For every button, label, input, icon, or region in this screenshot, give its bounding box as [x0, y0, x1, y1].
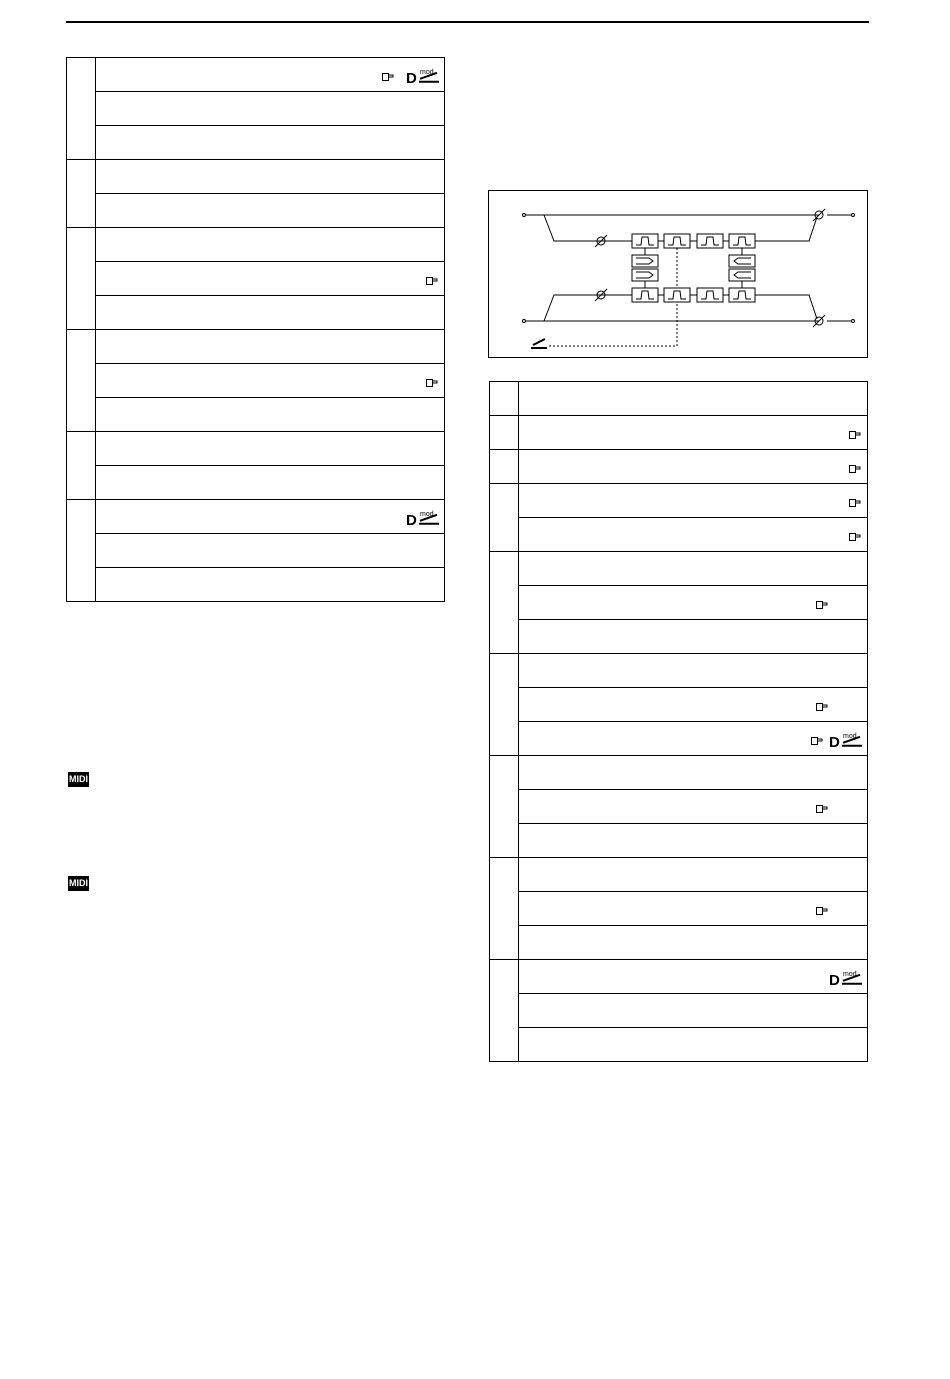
dmod-icon [829, 969, 863, 985]
param-cell [519, 620, 868, 654]
group-cell [67, 432, 96, 500]
svg-text:mod: mod [420, 68, 434, 76]
reference-icon [811, 737, 823, 745]
svg-text:mod: mod [843, 732, 857, 740]
param-cell [519, 1028, 868, 1062]
midi-icon: MIDI [68, 772, 89, 787]
stereo-phaser-diagram [488, 190, 868, 358]
group-cell [67, 500, 96, 602]
dmod-icon [829, 731, 863, 747]
param-cell [519, 722, 868, 756]
group-cell [67, 228, 96, 330]
param-cell [519, 450, 868, 484]
param-cell [519, 586, 868, 620]
param-cell [519, 654, 868, 688]
svg-text:D: D [829, 733, 840, 748]
param-cell [519, 790, 868, 824]
param-cell [519, 416, 868, 450]
reference-icon [816, 601, 828, 609]
dmod-icon [406, 67, 440, 83]
signal-flow-diagram [489, 191, 867, 357]
reference-icon [849, 465, 861, 473]
param-cell [519, 892, 868, 926]
group-cell [67, 330, 96, 432]
param-cell [519, 484, 868, 518]
reference-icon [816, 703, 828, 711]
left-parameter-table [66, 57, 445, 602]
reference-icon [426, 379, 438, 387]
group-cell [490, 416, 519, 450]
svg-text:mod: mod [420, 510, 434, 518]
param-cell [96, 534, 445, 568]
param-cell [519, 824, 868, 858]
reference-icon [816, 907, 828, 915]
param-cell [96, 296, 445, 330]
param-cell [519, 960, 868, 994]
param-cell [96, 364, 445, 398]
param-cell [96, 160, 445, 194]
param-cell [96, 432, 445, 466]
reference-icon [849, 431, 861, 439]
group-cell [67, 58, 96, 160]
param-cell [519, 994, 868, 1028]
group-cell [490, 450, 519, 484]
param-cell [96, 500, 445, 534]
param-cell [96, 466, 445, 500]
param-cell [519, 552, 868, 586]
param-cell [96, 398, 445, 432]
param-cell [96, 330, 445, 364]
svg-text:D: D [406, 511, 417, 526]
group-cell [490, 484, 519, 552]
reference-icon [849, 499, 861, 507]
group-cell [490, 756, 519, 858]
param-cell [519, 756, 868, 790]
dmod-icon [406, 509, 440, 525]
right-parameter-table [489, 381, 868, 1062]
group-cell [490, 654, 519, 756]
param-cell [519, 926, 868, 960]
group-cell [67, 160, 96, 228]
group-cell [490, 552, 519, 654]
param-cell [96, 58, 445, 92]
reference-icon [816, 805, 828, 813]
param-cell [96, 194, 445, 228]
svg-text:D: D [406, 69, 417, 84]
param-cell [96, 262, 445, 296]
reference-icon [382, 73, 394, 81]
svg-text:mod: mod [843, 970, 857, 978]
param-cell [96, 126, 445, 160]
param-cell [519, 518, 868, 552]
group-cell [490, 382, 519, 416]
group-cell [490, 960, 519, 1062]
param-cell [96, 568, 445, 602]
reference-icon [849, 533, 861, 541]
group-cell [490, 858, 519, 960]
midi-icon: MIDI [68, 876, 89, 891]
reference-icon [426, 277, 438, 285]
svg-text:D: D [829, 971, 840, 986]
param-cell [96, 228, 445, 262]
param-cell [519, 688, 868, 722]
header-rule [66, 21, 869, 23]
param-cell [519, 382, 868, 416]
param-cell [96, 92, 445, 126]
param-cell [519, 858, 868, 892]
